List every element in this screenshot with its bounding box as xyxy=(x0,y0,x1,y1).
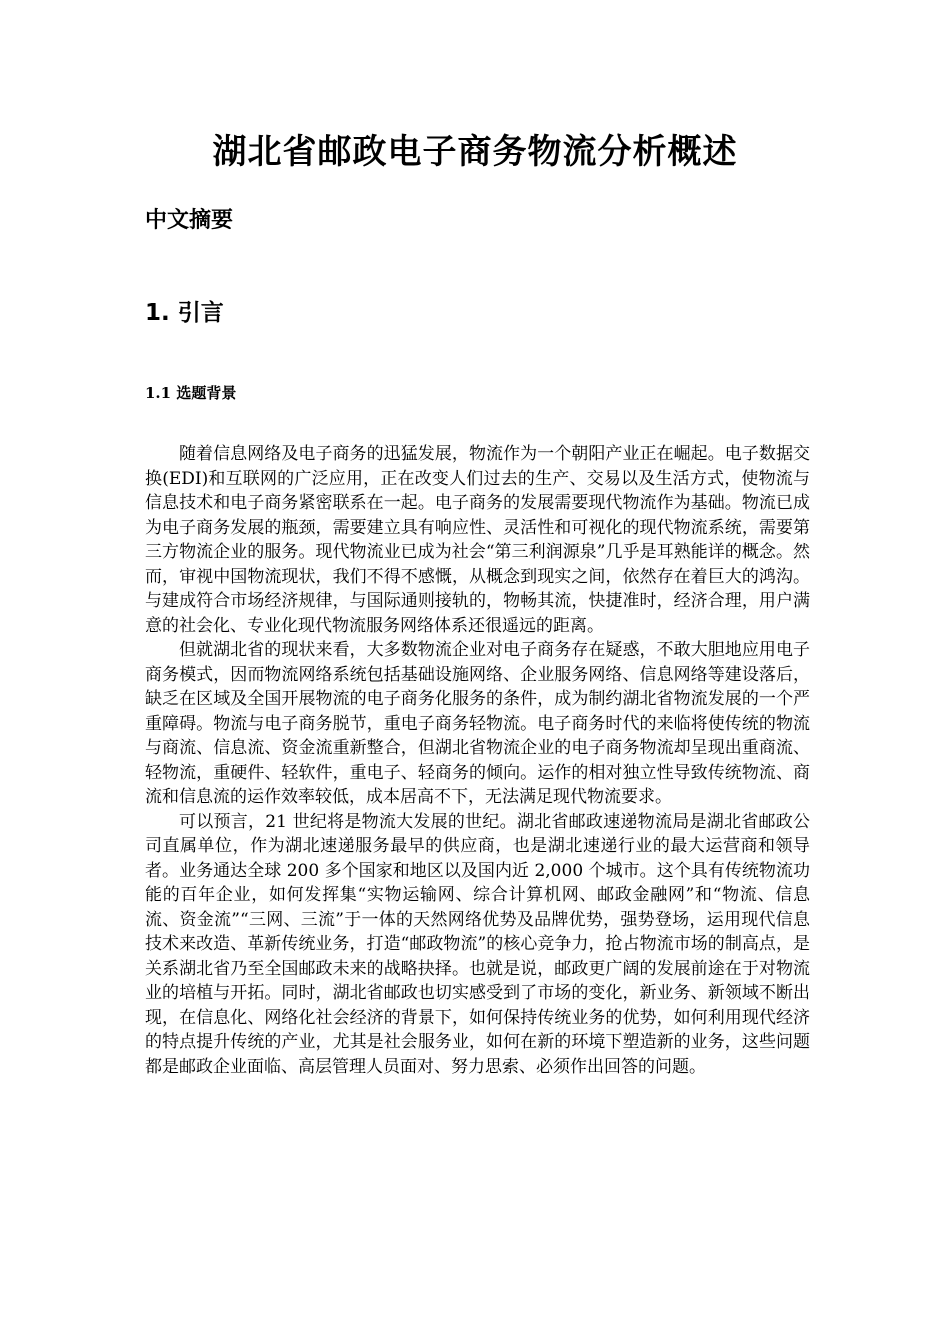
subsection-heading-background: 1.1 选题背景 xyxy=(145,384,237,402)
paragraph: 随着信息网络及电子商务的迅猛发展，物流作为一个朝阳产业正在崛起。电子数据交换(EDI)和互联网的广泛应用，正在改变人们过去的生产、交易以及生活方式，使物流与信息技术和电子商务紧密联系在一起。电子商务的发展需要现代物流作为基础。物流已成为电子商务发展的瓶颈，需要建立具有响应性、灵活性和可视化的现代物流系统，需要第三方物流企业的服务。现代物流业已成为社会“第三利润源泉”几乎是耳熟能详的概念。然而，审视中国物流现状，我们不得不感慨，从概念到现实之间，依然存在着巨大的鸿沟。与建成符合市场经济规律，与国际通则接轨的，物畅其流，快捷准时，经济合理，用户满意的社会化、专业化现代物流服务网络体系还很遥远的距离。 xyxy=(145,444,810,636)
paragraph: 但就湖北省的现状来看，大多数物流企业对电子商务存在疑惑，不敢大胆地应用电子商务模式，因而物流网络系统包括基础设施网络、企业服务网络、信息网络等建设落后，缺乏在区域及全国开展物流的电子商务化服务的条件，成为制约湖北省物流发展的一个严重障碍。物流与电子商务脱节，重电子商务轻物流。电子商务时代的来临将使传统的物流与商流、信息流、资金流重新整合，但湖北省物流企业的电子商务物流却呈现出重商流、轻物流，重硬件、轻软件，重电子、轻商务的倾向。运作的相对独立性导致传统物流、商流和信息流的运作效率较低，成本居高不下，无法满足现代物流要求。 xyxy=(145,640,810,807)
body-text xyxy=(145,442,810,1079)
document-title: 湖北省邮政电子商务物流分析概述 xyxy=(212,132,738,172)
section-heading-introduction: 1. 引言 xyxy=(145,300,224,326)
paragraph: 可以预言，21 世纪将是物流大发展的世纪。湖北省邮政速递物流局是湖北省邮政公司直属单位，作为湖北速递服务最早的供应商，也是湖北速递行业的最大运营商和领导者。业务通达全球 200 多个国家和地区以及国内近 2,000 个城市。这个具有传统物流功能的百年企业，如何发挥集“实物运输网、综合计算机网、邮政金融网”和“物流、信息流、资金流”“三网、三流”于一体的天然网络优势及品牌优势，强势登场，运用现代信息技术来改造、革新传统业务，打造“邮政物流”的核心竞争力，抢占物流市场的制高点，是关系湖北省乃至全国邮政未来的战略抉择。也就是说，邮政更广阔的发展前途在于对物流业的培植与开拓。同时，湖北省邮政也切实感受到了市场的变化，新业务、新领域不断出现，在信息化、网络化社会经济的背景下，如何保持传统业务的优势，如何利用现代经济的特点提升传统的产业，尤其是社会服务业，如何在新的环境下塑造新的业务，这些问题都是邮政企业面临、高层管理人员面对、努力思索、必须作出回答的问题。 xyxy=(145,811,810,1077)
abstract-heading: 中文摘要 xyxy=(145,208,234,233)
